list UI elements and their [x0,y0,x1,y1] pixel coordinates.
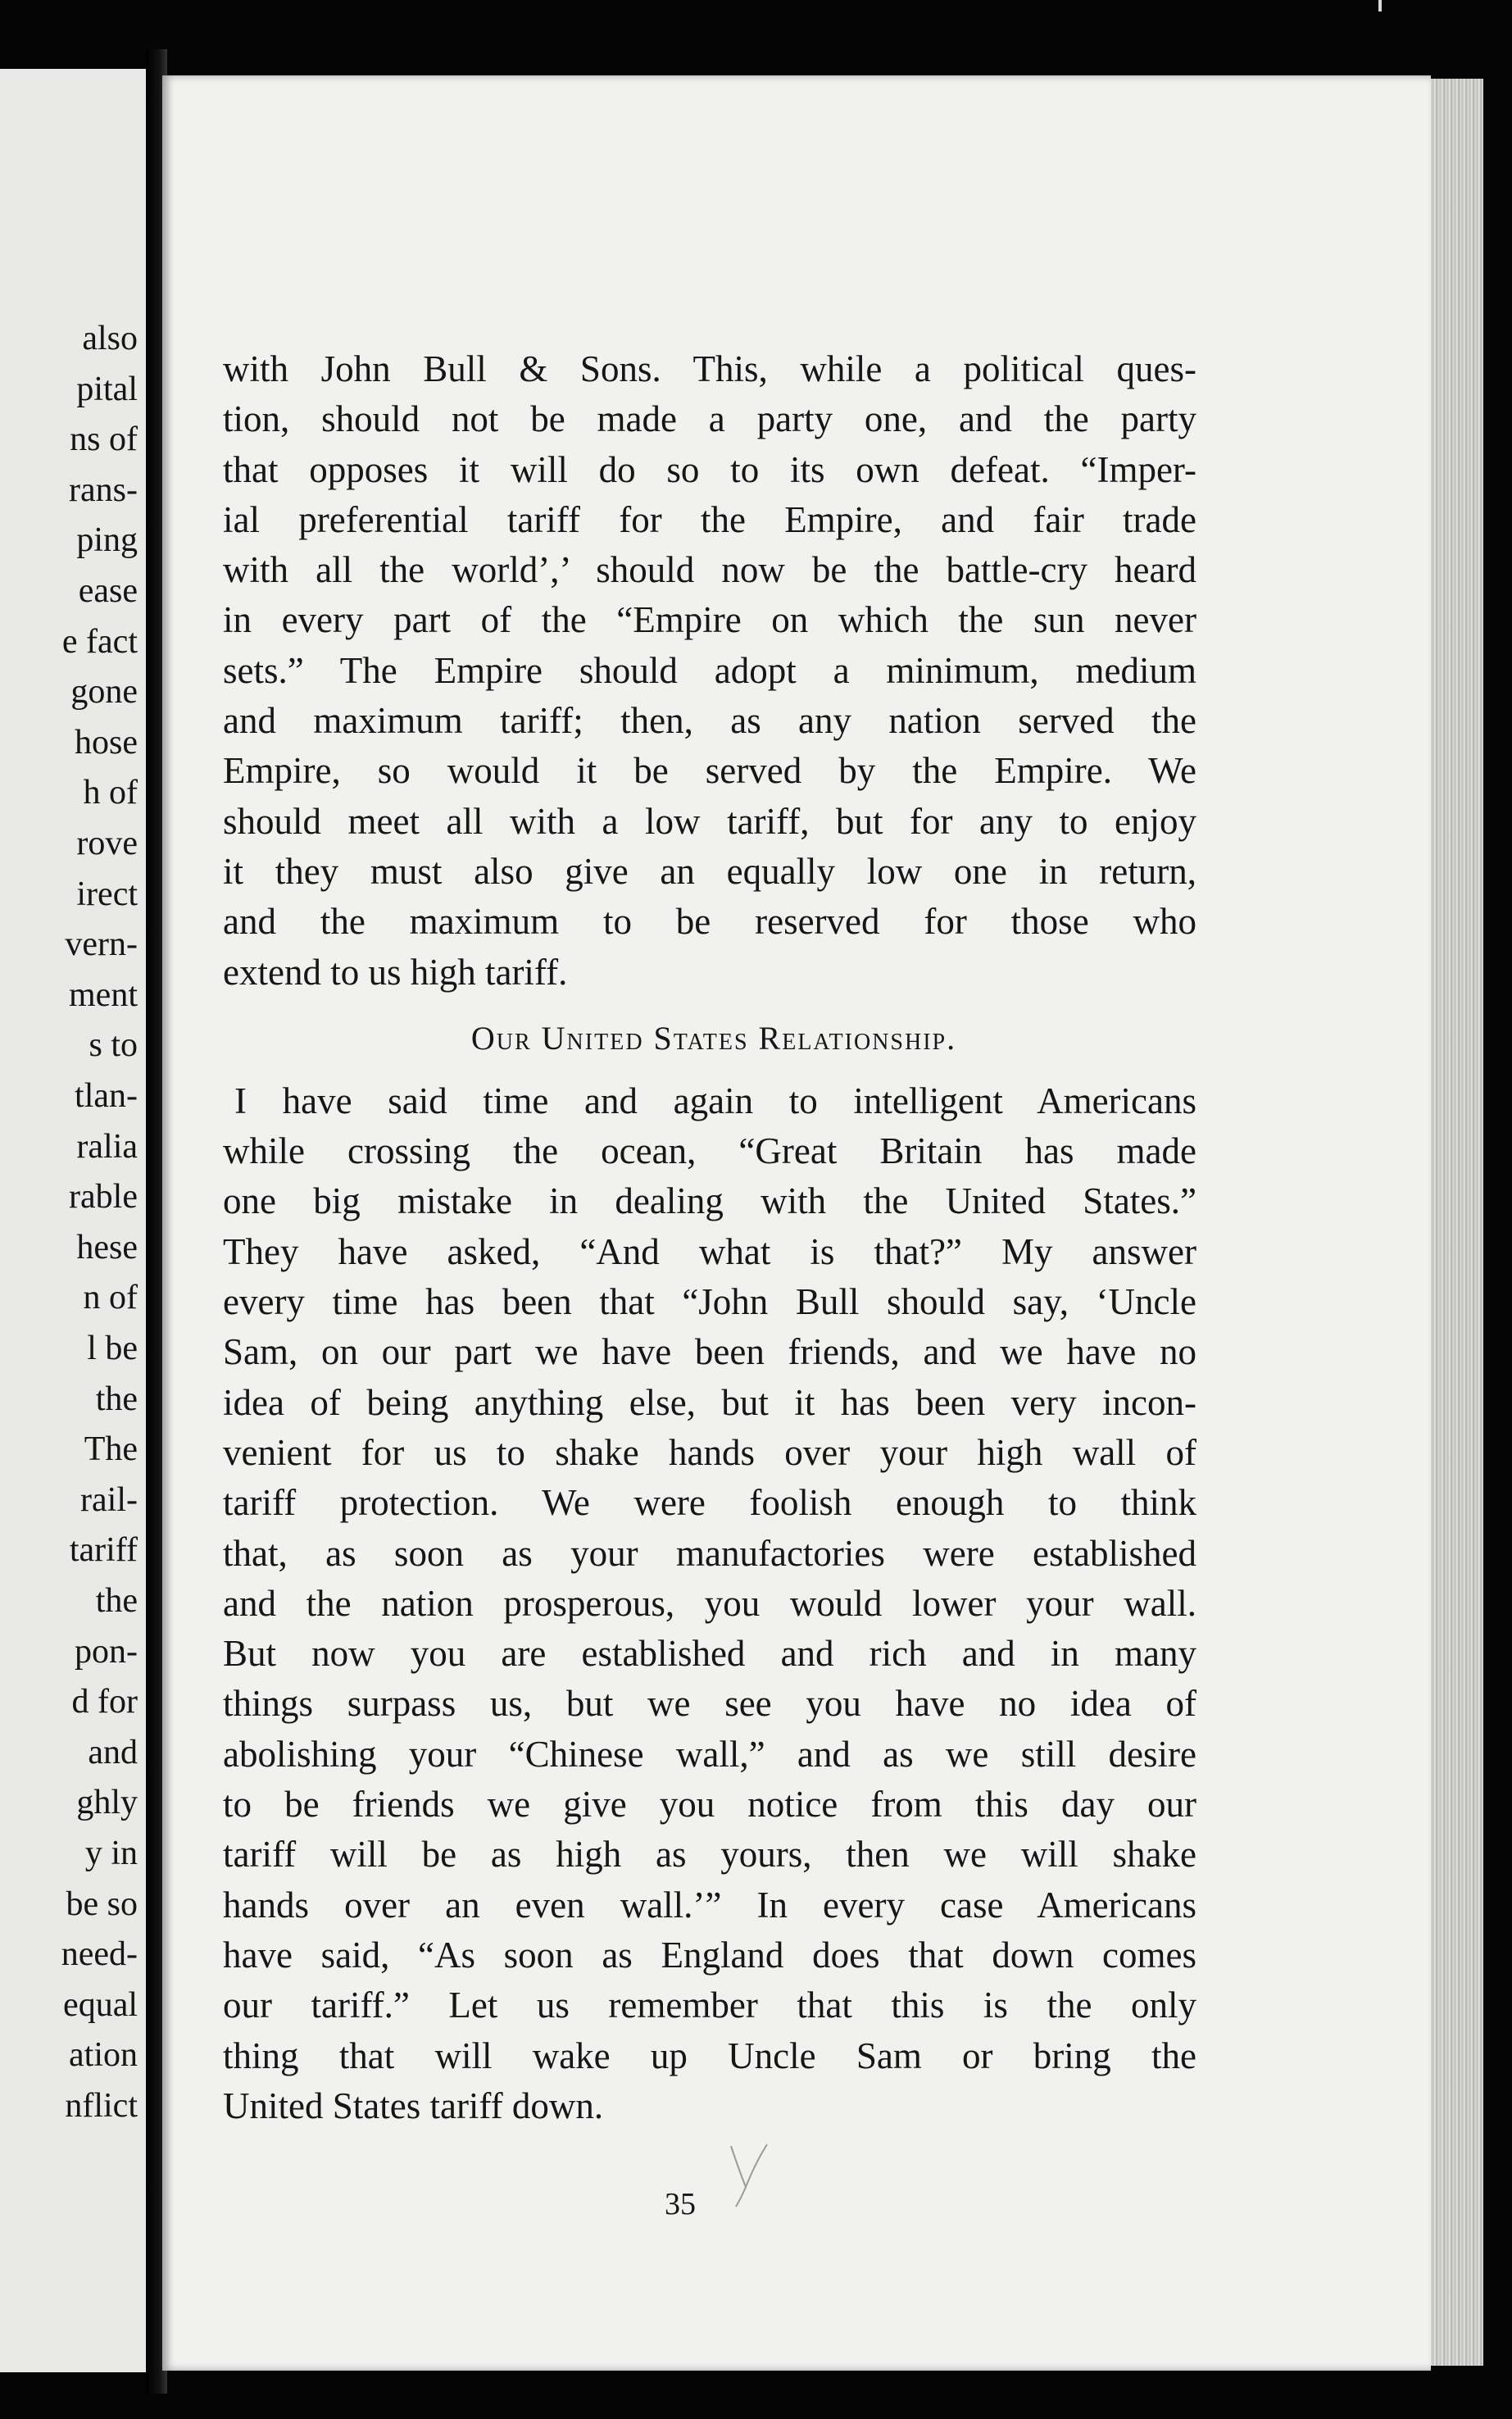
left-page-text-fragment: s to [89,1026,138,1065]
text-line: idea of being anything else, but it has been very incon- [223,1381,1196,1423]
text-line: I have said time and again to intelligent Americans [234,1080,1196,1121]
text-line: should meet all with a low tariff, but for any to enjoy [223,800,1196,842]
text-line: tariff protection. We were foolish enough to think [223,1482,1196,1524]
page-number: 35 [665,2187,696,2221]
left-page-text-fragment: tariff [69,1531,138,1570]
text-line: abolishing your “Chinese wall,” and as we still desire [223,1733,1196,1775]
left-page-text-fragment: equal [63,1985,138,2024]
left-page-text-fragment: ment [69,975,138,1014]
left-page-text-fragment: ralia [76,1127,138,1166]
text-line: ial preferential tariff for the Empire, and fair trade [223,498,1196,540]
paragraph-2 [223,1076,1196,2131]
section-heading: Our United States Relationship. [470,1019,957,1057]
text-line: things surpass us, but we see you have no idea of [223,1683,1196,1725]
text-line: in every part of the “Empire on which the sun never [223,599,1196,641]
left-page-text-fragment: l be [87,1330,138,1367]
left-page-text-fragment: ease [78,572,138,610]
left-page-text-fragment: pital [76,370,138,408]
left-page-text-fragment: need- [61,1935,138,1974]
text-line: United States tariff down. [223,2085,604,2126]
text-line: venient for us to shake hands over your high wall of [223,1431,1196,1473]
left-page-text-fragment: pon- [75,1632,138,1671]
left-page-text-fragment: also [82,320,138,357]
text-line: and the maximum to be reserved for those who [223,901,1196,943]
text-line: thing that will wake up Uncle Sam or bring the [223,2035,1196,2076]
left-page-text-fragment: rans- [69,471,138,509]
left-page-text-fragment: and [88,1733,138,1771]
left-page-text-fragment: ghly [76,1784,138,1822]
left-page-text-fragment: ns of [70,421,138,459]
left-page-text-fragment: the [95,1380,138,1418]
left-page-text-fragment: e fact [61,622,138,661]
left-page-text-fragment: hose [75,723,138,762]
page-edge [1431,79,1483,2366]
left-page-text-fragment: rail- [80,1480,138,1519]
left-page-text-fragment: d for [71,1683,138,1721]
page-text [223,344,1196,2131]
text-line: while crossing the ocean, “Great Britain has made [223,1130,1196,1172]
left-page-text-fragment: h of [83,774,138,812]
left-page-text-fragment: the [95,1582,138,1620]
left-page-text-fragment: gone [70,673,138,712]
text-line: Empire, so would it be served by the Empire. We [223,750,1196,792]
text-line: and the nation prosperous, you would lower your wall. [223,1582,1196,1624]
text-line: one big mistake in dealing with the United States.” [223,1180,1196,1222]
text-line: extend to us high tariff. [223,951,568,993]
scan-speck [1378,0,1382,11]
text-line: it they must also give an equally low one in return, [223,850,1196,892]
text-line: sets.” The Empire should adopt a minimum, medium [223,649,1196,691]
left-page-text-fragment: nflict [65,2087,138,2125]
text-line: But now you are established and rich and in many [223,1633,1196,1675]
text-line: and maximum tariff; then, as any nation served the [223,700,1196,742]
text-line: They have asked, “And what is that?” My answer [223,1230,1196,1272]
text-line: tion, should not be made a party one, and the party [223,398,1196,440]
pencil-mark [728,2138,777,2212]
text-line: tariff will be as high as yours, then we will shake [223,1834,1196,1876]
left-page-text-fragment: ation [69,2036,138,2075]
left-page-text-fragment: irect [76,875,138,913]
text-line: Sam, on our part we have been friends, and we have no [223,1331,1196,1373]
left-page-text-fragment: y in [84,1835,138,1872]
text-line: with all the world’,’ should now be the battle-cry heard [223,549,1196,591]
text-line: to be friends we give you notice from this day our [223,1784,1196,1826]
left-page-text-fragment: tlan- [75,1077,138,1115]
left-page-text-fragment: rove [76,825,138,862]
left-page-text-fragment: n of [83,1279,138,1317]
left-page-text-fragment: vern- [65,925,138,964]
text-line: our tariff.” Let us remember that this is the only [223,1985,1196,2026]
left-page-text-fragment: ping [76,521,138,560]
text-line: with John Bull & Sons. This, while a political ques- [223,348,1196,389]
text-line: that opposes it will do so to its own defeat. “Imper- [223,448,1196,490]
left-page-text-fragment: hese [76,1228,138,1266]
left-page [0,69,146,2372]
left-page-text-fragment: rable [69,1178,138,1216]
text-line: every time has been that “John Bull should say, ‘Uncle [223,1281,1196,1323]
paragraph-1 [223,344,1196,998]
left-page-text-fragment: The [84,1430,138,1469]
left-page-text-fragment: be so [66,1885,138,1923]
text-line: hands over an even wall.’” In every case Americans [223,1884,1196,1926]
text-line: that, as soon as your manufactories were established [223,1532,1196,1574]
text-line: have said, “As soon as England does that down comes [223,1934,1196,1976]
